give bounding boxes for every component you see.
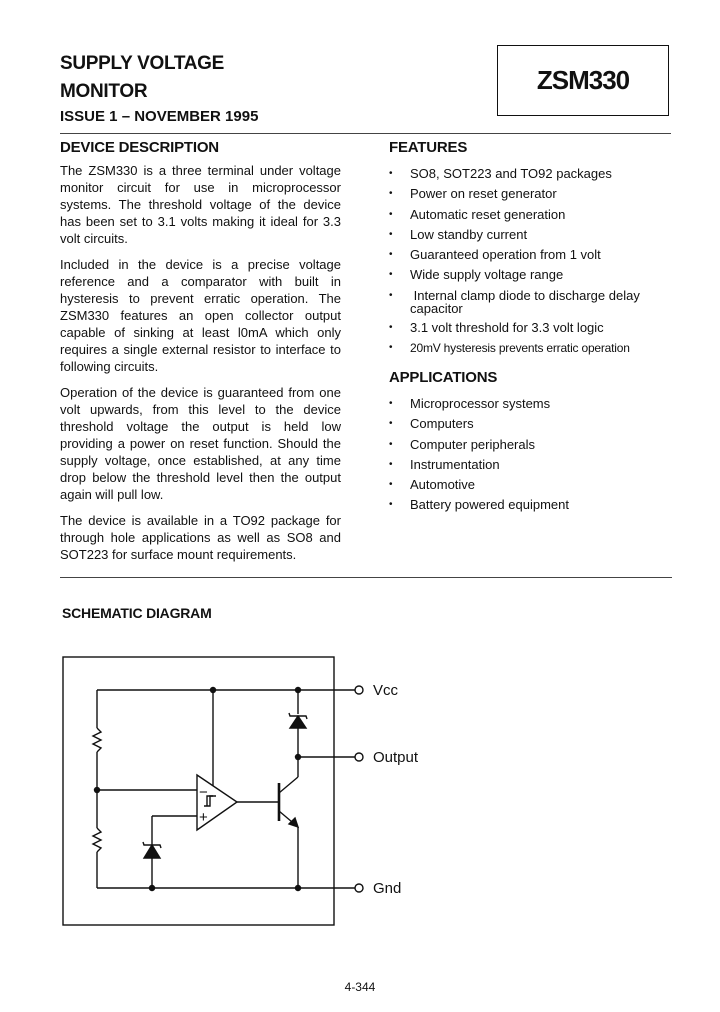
junction-dot <box>149 885 155 891</box>
title-line-1: SUPPLY VOLTAGE <box>60 53 225 74</box>
resistor-top <box>93 690 101 790</box>
bullet-icon: • <box>389 188 393 200</box>
gnd-terminal <box>355 884 363 892</box>
page-number: 4-344 <box>344 980 376 994</box>
bullet-icon: • <box>389 289 393 301</box>
junction-dot <box>94 787 100 793</box>
bullet-icon: • <box>389 499 393 511</box>
feature-item: • Internal clamp diode to discharge delay capacitor <box>389 287 644 316</box>
application-item: • Instrumentation <box>389 456 500 472</box>
features-heading: FEATURES <box>389 139 468 156</box>
application-item: • Computer peripherals <box>389 436 536 452</box>
junction-dot <box>295 687 301 693</box>
clamp-diode <box>289 713 307 728</box>
bullet-icon: • <box>389 228 393 240</box>
application-item: • Computers <box>389 416 474 432</box>
reference-zener-diode <box>143 842 161 858</box>
bullet-icon: • <box>389 458 393 470</box>
device-description-heading: DEVICE DESCRIPTION <box>60 139 219 156</box>
bullet-icon: • <box>389 208 393 220</box>
output-terminal <box>355 753 363 761</box>
application-item: • Automotive <box>389 477 476 493</box>
description-paragraph: Included in the device is a precise voltage reference and a comparator with built in hysteresis to prevent erratic operation. The ZSM330 features an open collector output capable of sinking at least l0mA which only requires a single external resistor to interface to following circuits. <box>60 257 341 374</box>
feature-item: • Automatic reset generation <box>389 206 566 222</box>
description-paragraph: The ZSM330 is a three terminal under voltage monitor circuit for use in microprocessor systems. The threshold voltage of the device has been set to 3.1 volts making it ideal for 3.3 volt circuits. <box>60 163 341 246</box>
junction-dot <box>295 885 301 891</box>
output-label: Output <box>373 749 419 766</box>
description-paragraph: The device is available in a TO92 package for through hole applications as well as SO8 and SOT223 for surface mount requirements. <box>60 513 341 562</box>
issue-date: ISSUE 1 – NOVEMBER 1995 <box>60 108 259 125</box>
bullet-icon: • <box>389 269 393 281</box>
junction-dot <box>210 687 216 693</box>
feature-item: • Wide supply voltage range <box>389 267 564 283</box>
junction-dot <box>295 754 301 760</box>
comparator-plus-label: + <box>199 809 208 826</box>
applications-heading: APPLICATIONS <box>389 369 498 386</box>
feature-item: • Low standby current <box>389 226 528 242</box>
bullet-icon: • <box>389 168 393 179</box>
bullet-icon: • <box>389 438 393 450</box>
bullet-icon: • <box>389 322 393 334</box>
bullet-icon: • <box>389 398 393 409</box>
bullet-icon: • <box>389 479 393 491</box>
feature-item: • 20mV hysteresis prevents erratic operation <box>389 341 630 356</box>
output-transistor <box>279 777 298 827</box>
bullet-icon: • <box>389 342 393 354</box>
resistor-bottom <box>93 790 101 888</box>
vcc-terminal <box>355 686 363 694</box>
schematic-heading: SCHEMATIC DIAGRAM <box>62 605 212 621</box>
feature-item: • SO8, SOT223 and TO92 packages <box>389 166 612 181</box>
gnd-label: Gnd <box>373 880 402 897</box>
part-number: ZSM330 <box>536 65 630 95</box>
application-item: • Microprocessor systems <box>389 396 551 411</box>
application-item: • Battery powered equipment <box>389 497 569 513</box>
bullet-icon: • <box>389 249 393 261</box>
feature-item: • 3.1 volt threshold for 3.3 volt logic <box>389 320 604 336</box>
description-paragraph: Operation of the device is guaranteed from one volt upwards, from this level to the device threshold voltage the output is held low providing a power on reset function. Should the supply voltage, once established, at any time drop below the threshold level then the output again will pull low. <box>60 385 341 502</box>
comparator-minus-label: − <box>199 784 208 801</box>
feature-item: • Guaranteed operation from 1 volt <box>389 247 601 263</box>
feature-item: • Power on reset generator <box>389 186 557 202</box>
bullet-icon: • <box>389 418 393 430</box>
vcc-label: Vcc <box>373 682 399 699</box>
title-line-2: MONITOR <box>60 81 148 102</box>
